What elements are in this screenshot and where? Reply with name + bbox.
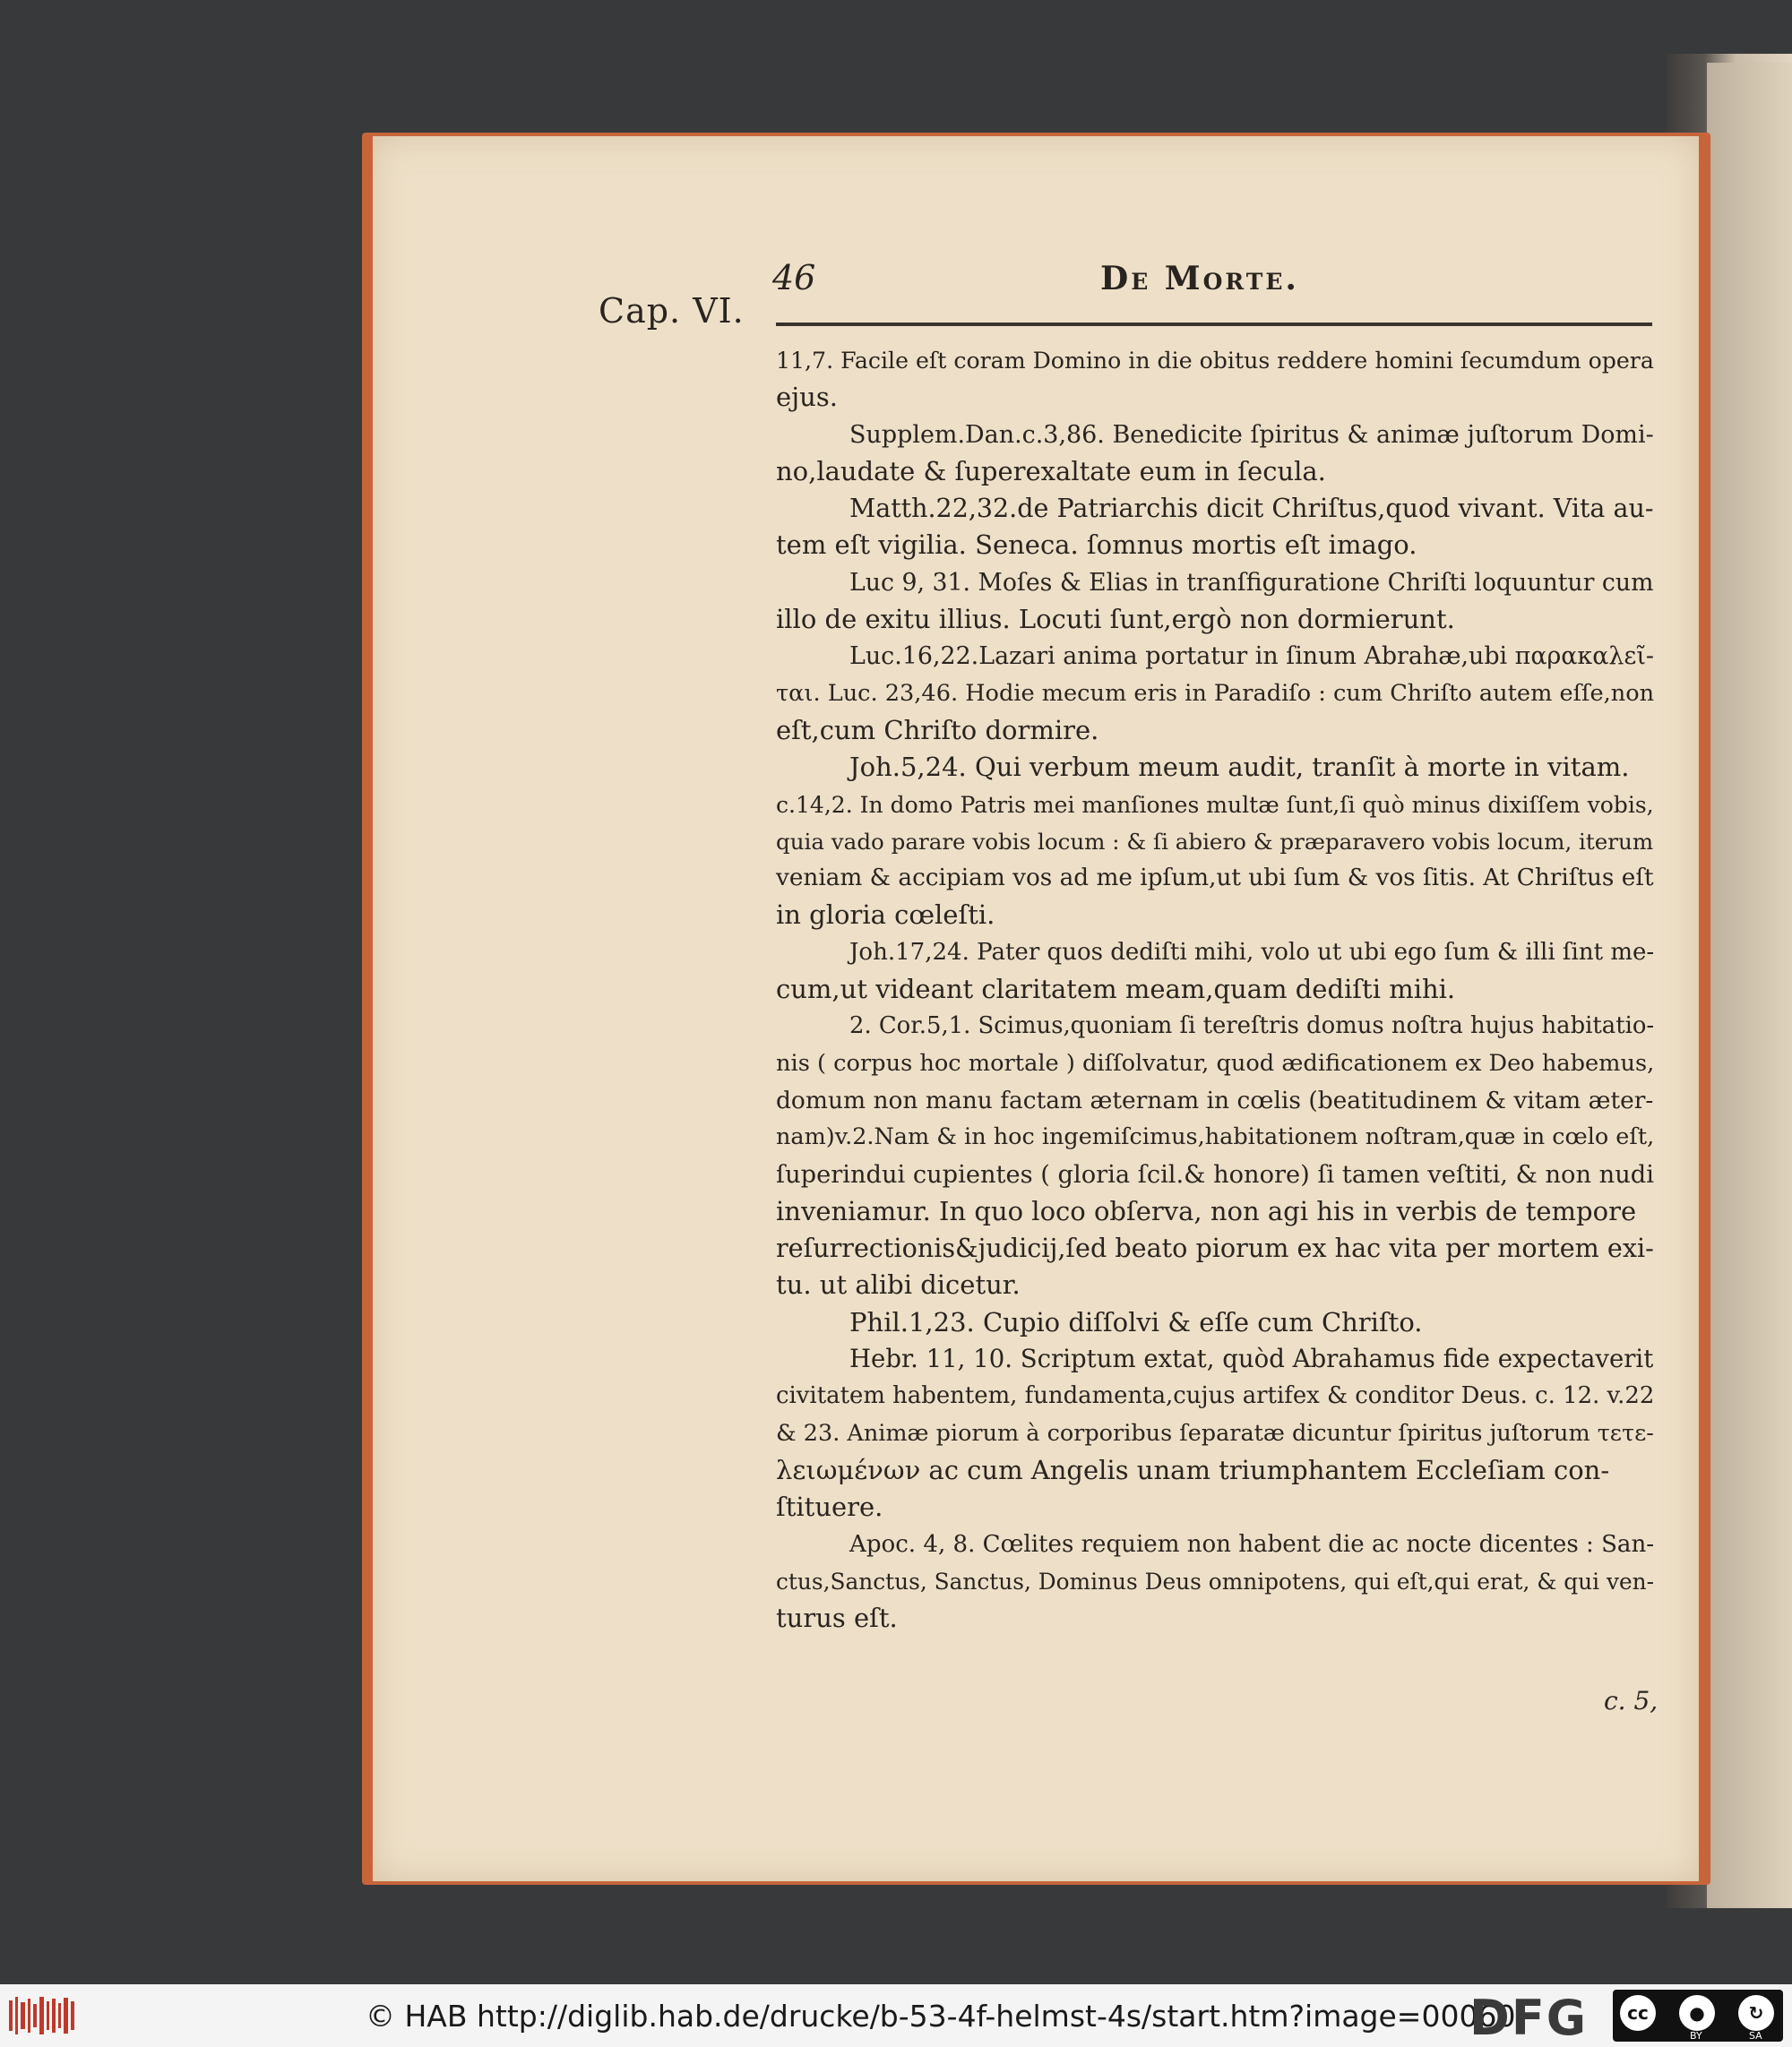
by-icon: ● xyxy=(1679,1995,1715,2031)
cc-icon: cc xyxy=(1620,1995,1656,2031)
by-label: BY xyxy=(1690,2030,1702,2042)
text-line: no,laudate & ſuperexaltate eum in ſecula. xyxy=(776,455,1326,486)
text-line: veniam & accipiam vos ad me ipſum,ut ubi ſum & vos ſitis. At Chriſtus eſt xyxy=(776,864,1654,892)
hab-barcode-logo-icon xyxy=(7,1993,79,2038)
text-line: inveniamur. In quo loco obſerva, non agi his in verbis de tempore xyxy=(776,1195,1637,1226)
text-line: cum,ut videant claritatem meam,quam dediſti mihi. xyxy=(776,974,1456,1005)
sa-label: SA xyxy=(1749,2030,1762,2042)
copyright-url-text[interactable]: © HAB http://diglib.hab.de/drucke/b-53-4f-helmst-4s/start.htm?image=00060 xyxy=(366,1999,1516,2034)
text-line: Apoc. 4, 8. Cœlites requiem non habent die ac nocte dicentes : San- xyxy=(849,1530,1655,1558)
text-line: nis ( corpus hoc mortale ) diſſolvatur, quod ædificationem ex Deo habemus, xyxy=(776,1049,1655,1077)
cc-license-badge[interactable] xyxy=(1613,1990,1783,2042)
text-line: Joh.5,24. Qui verbum meum audit, tranſit à morte in vitam. xyxy=(849,752,1630,783)
margin-chapter-note: Cap. VI. xyxy=(599,291,745,331)
catchword: c. 5, xyxy=(1604,1686,1658,1716)
text-line: domum non manu factam æternam in cœlis (beatitudinem & vitam æter- xyxy=(776,1086,1654,1114)
text-line: λειωμένων ac cum Angelis unam triumphantem Eccleſiam con- xyxy=(776,1454,1610,1485)
text-line: ſuperindui cupientes ( gloria ſcil.& honore) ſi tamen veſtiti, & non nudi xyxy=(776,1160,1654,1189)
text-line: eſt,cum Chriſto dormire. xyxy=(776,714,1099,745)
text-line: Hebr. 11, 10. Scriptum extat, quòd Abrahamus fide expectaverit xyxy=(849,1345,1654,1374)
text-line: ctus,Sanctus, Sanctus, Dominus Deus omnipotens, qui eſt,qui erat, & qui ven- xyxy=(776,1568,1655,1595)
text-line: Luc 9, 31. Moſes & Elias in tranſfiguratione Chriſti loquuntur cum xyxy=(849,568,1654,597)
text-line: illo de exitu illius. Locuti ſunt,ergò non dormierunt. xyxy=(776,604,1455,635)
text-line: Matth.22,32.de Patriarchis dicit Chriſtus,quod vivant. Vita au- xyxy=(849,494,1654,524)
text-line: 2. Cor.5,1. Scimus,quoniam ſi tereſtris domus noſtra hujus habitatio- xyxy=(849,1012,1655,1040)
page-body-text xyxy=(776,342,1654,1637)
text-line: turus eſt. xyxy=(776,1603,898,1634)
text-line: 11,7. Facile eſt coram Domino in die obitus reddere homini ſecumdum opera xyxy=(776,348,1654,374)
text-line: ται. Luc. 23,46. Hodie mecum eris in Paradiſo : cum Chriſto autem eſſe,non xyxy=(776,679,1655,707)
text-line: ſtituere. xyxy=(776,1492,883,1523)
header-rule xyxy=(776,323,1652,326)
facing-page-edge xyxy=(1707,63,1792,1908)
text-line: c.14,2. In domo Patris mei manſiones multæ ſunt,ſi quò minus dixiſſem vobis, xyxy=(776,791,1654,818)
text-line: Supplem.Dan.c.3,86. Benedicite ſpiritus & animæ juſtorum Domi- xyxy=(849,420,1654,449)
text-line: civitatem habentem, fundamenta,cujus artifex & conditor Deus. c. 12. v.22 xyxy=(776,1382,1655,1410)
viewer-footer xyxy=(0,1984,1792,2047)
text-line: reſurrectionis&judicij,ſed beato piorum ex hac vita per mortem exi- xyxy=(776,1233,1654,1264)
text-line: Luc.16,22.Lazari anima portatur in ſinum Abrahæ,ubi παρακαλεῖ- xyxy=(849,642,1654,671)
text-line: in gloria cœleſti. xyxy=(776,899,995,931)
dfg-logo: DFG xyxy=(1469,1990,1589,2046)
page-number: 46 xyxy=(772,258,816,297)
text-line: ejus. xyxy=(776,382,838,413)
text-line: tem eſt vigilia. Seneca. ſomnus mortis eſt imago. xyxy=(776,529,1417,561)
text-line: tu. ut alibi dicetur. xyxy=(776,1269,1021,1301)
text-line: quia vado parare vobis locum : & ſi abiero & præparavero vobis locum, iterum xyxy=(776,828,1654,855)
text-line: Phil.1,23. Cupio diſſolvi & eſſe cum Chriſto. xyxy=(849,1306,1423,1337)
running-head: De Morte. xyxy=(1100,260,1299,297)
text-line: nam)v.2.Nam & in hoc ingemiſcimus,habitationem noſtram,quæ in cœlo eſt, xyxy=(776,1123,1655,1151)
text-line: & 23. Animæ piorum à corporibus ſeparatæ dicuntur ſpiritus juſtorum τετε- xyxy=(776,1419,1654,1447)
text-line: Joh.17,24. Pater quos dediſti mihi, volo ut ubi ego ſum & illi ſint me- xyxy=(849,938,1655,966)
sa-icon: ↻ xyxy=(1738,1995,1774,2031)
